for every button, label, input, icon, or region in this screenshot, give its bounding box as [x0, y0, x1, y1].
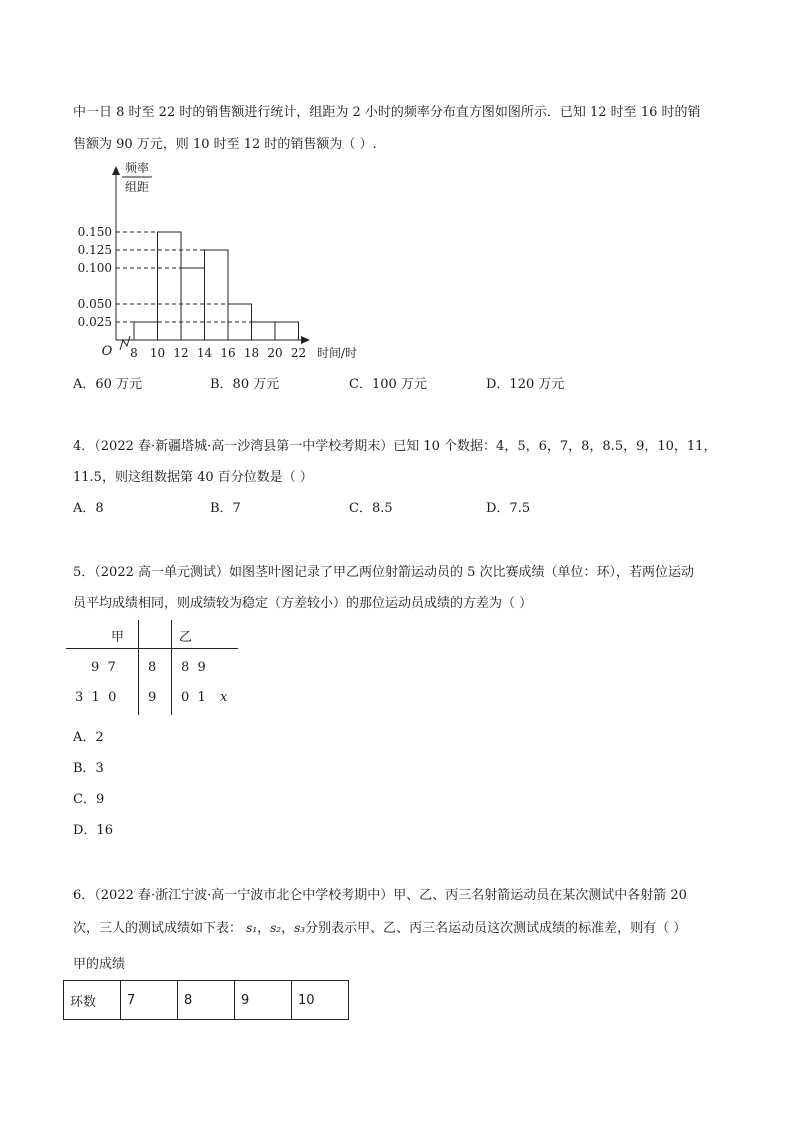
- plot-divider-horizontal: [66, 648, 238, 649]
- x-axis-arrow: [301, 336, 310, 344]
- yi-leaves-row1: 8 9: [181, 660, 206, 675]
- y-tick-label: 0.025: [77, 315, 112, 329]
- q3-text-line1: 中一日 8 时至 22 时的销售额进行统计，组距为 2 小时的频率分布直方图如图所示．已知 12 时至 16 时的销: [73, 105, 701, 120]
- plot-divider-left: [138, 620, 139, 715]
- q3-option-c[interactable]: C．100 万元: [349, 377, 427, 392]
- q6-line2-prefix: 次，三人的测试成绩如下表：: [73, 921, 243, 936]
- q6-line2-suffix: 分别表示甲、乙、丙三名运动员这次测试成绩的标准差，则有（ ）: [305, 921, 687, 936]
- table-cell: 9: [235, 981, 292, 1020]
- x-tick-label: 10: [149, 346, 166, 360]
- table-cell: 8: [178, 981, 235, 1020]
- q5-text-line1: 5．（2022 高一单元测试）如图茎叶图记录了甲乙两位射箭运动员的 5 次比赛成绩（单位：环），若两位运动: [73, 565, 695, 580]
- q5-text-line2: 员平均成绩相同，则成绩较为稳定（方差较小）的那位运动员成绩的方差为（ ）: [73, 596, 533, 611]
- y-axis-arrow: [112, 166, 120, 175]
- q4-option-c[interactable]: C．8.5: [349, 501, 393, 516]
- s3-symbol: s₃: [294, 921, 306, 935]
- q4-option-b[interactable]: B．7: [210, 501, 241, 516]
- table-cell: 10: [292, 981, 349, 1020]
- frequency-histogram: [70, 160, 370, 365]
- q6-text-line2: 次，三人的测试成绩如下表： s₁，s₂，s₃分别表示甲、乙、丙三名运动员这次测试成绩的标准差，则有（ ）: [73, 921, 687, 936]
- table-row: [64, 981, 349, 1020]
- histogram-bar: [158, 232, 182, 340]
- q6-text-line1: 6．（2022 春·浙江宁波·高一宁波市北仑中学校考期中）甲、乙、丙三名射箭运动员在某次测试中各射箭 20: [73, 888, 687, 903]
- x-tick-label: 22: [290, 346, 307, 360]
- unknown-x: x: [220, 690, 228, 705]
- histogram-bar: [134, 322, 158, 340]
- x-tick-label: 18: [243, 346, 260, 360]
- y-tick-label: 0.125: [77, 243, 112, 257]
- q4-option-d[interactable]: D．7.5: [486, 501, 531, 516]
- jia-score-table: [63, 980, 349, 1020]
- q5-option-c[interactable]: C．9: [73, 792, 105, 807]
- x-tick-label: 14: [196, 346, 213, 360]
- y-label-denominator: 组距: [124, 180, 150, 194]
- q4-option-a[interactable]: A．8: [73, 501, 104, 516]
- yi-leaves-row2: 0 1: [181, 690, 206, 705]
- q3-option-b[interactable]: B．80 万元: [210, 377, 280, 392]
- x-tick-label: 16: [220, 346, 236, 360]
- y-tick-label: 0.050: [77, 297, 112, 311]
- y-tick-label: 0.100: [77, 261, 112, 275]
- y-tick-label: 0.150: [77, 225, 112, 239]
- jia-leaves-row2: 3 1 0: [75, 690, 117, 705]
- q3-option-a[interactable]: A．60 万元: [73, 377, 143, 392]
- jia-leaves-row1: 9 7: [91, 660, 116, 675]
- q6-table-caption: 甲的成绩: [73, 957, 126, 972]
- x-tick-label: 8: [130, 346, 138, 360]
- yi-label: 乙: [179, 630, 193, 645]
- x-tick-label: 12: [173, 346, 189, 360]
- q4-text-line1: 4．（2022 春·新疆塔城·高一沙湾县第一中学校考期末）已知 10 个数据：4，5，6，7，8，8.5，9，10，11，: [73, 439, 717, 454]
- x-tick-label: 20: [267, 346, 283, 360]
- x-axis-label: 时间/时: [317, 346, 358, 360]
- histogram-bar: [275, 322, 299, 340]
- s2-symbol: s₂: [270, 921, 282, 935]
- stem-leaf-plot: [66, 620, 241, 720]
- s1-symbol: s₁: [246, 921, 258, 935]
- table-cell: 7: [121, 981, 178, 1020]
- q4-text-line2: 11.5，则这组数据第 40 百分位数是（ ）: [73, 470, 313, 485]
- histogram-bar: [205, 250, 229, 340]
- stem-9: 9: [148, 690, 157, 705]
- q3-text-line2: 售额为 90 万元，则 10 时至 12 时的销售额为（ ）.: [73, 137, 377, 152]
- y-label-numerator: 频率: [124, 161, 150, 175]
- origin-label: O: [101, 344, 113, 359]
- q3-option-d[interactable]: D．120 万元: [486, 377, 565, 392]
- jia-label: 甲: [111, 630, 125, 645]
- q5-option-d[interactable]: D．16: [73, 823, 113, 838]
- stem-8: 8: [148, 660, 157, 675]
- histogram-bar: [252, 322, 276, 340]
- table-cell-header: 环数: [64, 981, 121, 1020]
- axis-break-mark: [120, 336, 130, 350]
- q5-option-b[interactable]: B．3: [73, 761, 104, 776]
- q5-option-a[interactable]: A．2: [73, 730, 104, 745]
- plot-divider-right: [171, 620, 172, 715]
